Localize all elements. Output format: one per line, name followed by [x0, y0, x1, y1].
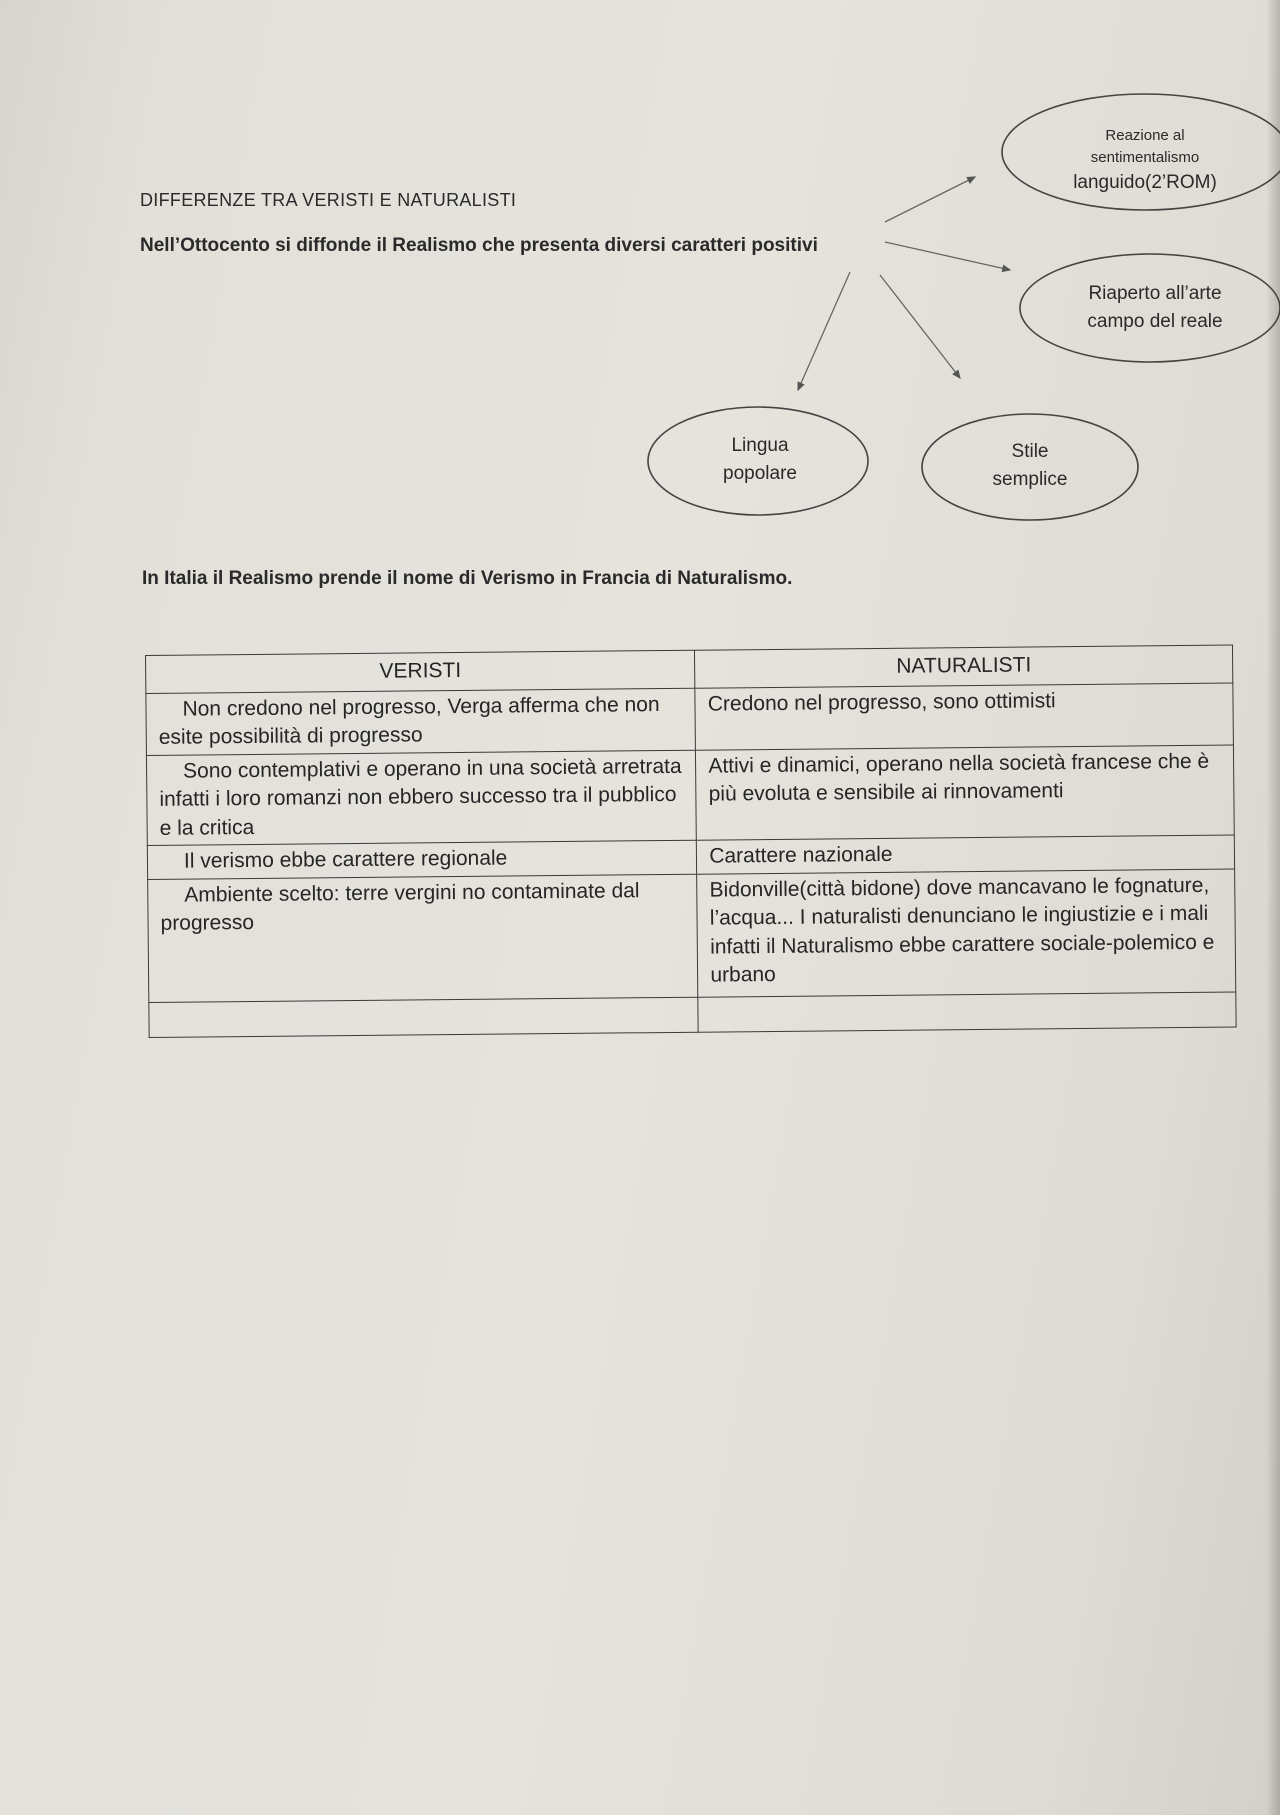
cell-veristi: Il verismo ebbe carattere regionale — [147, 840, 697, 879]
bubble-riaperto-line2: campo del reale — [1087, 310, 1223, 332]
bubble-reazione-line2: sentimentalismo — [1090, 148, 1200, 166]
bubble-reazione-text — [1055, 125, 1235, 196]
cell-naturalisti: Credono nel progresso, sono ottimisti — [695, 683, 1233, 750]
header-veristi: VERISTI — [146, 650, 696, 693]
arrow-to-stile — [880, 275, 960, 378]
cell-naturalisti-empty — [698, 992, 1236, 1032]
table-row — [146, 745, 1234, 846]
cell-naturalisti: Carattere nazionale — [697, 835, 1235, 874]
cell-veristi-empty — [149, 997, 699, 1037]
table-row — [146, 683, 1234, 756]
cell-naturalisti: Attivi e dinamici, operano nella società francese che è più evoluta e sensibile ai rinnovamenti — [696, 745, 1235, 841]
comparison-table-wrap — [145, 645, 1237, 1038]
bubble-stile-text — [950, 438, 1110, 493]
cell-veristi: Non credono nel progresso, Verga afferma che non esite possibilità di progresso — [146, 688, 696, 755]
cell-veristi: Ambiente scelto: terre vergini no contaminate dal progresso — [148, 874, 698, 1002]
arrow-to-reazione — [885, 177, 975, 222]
page-heading: DIFFERENZE TRA VERISTI E NATURALISTI — [140, 190, 517, 210]
bubble-lingua-line2: popolare — [723, 462, 797, 484]
comparison-table — [145, 645, 1237, 1038]
bubble-riaperto-text — [1055, 280, 1255, 335]
bubble-reazione-line1: Reazione al — [1105, 127, 1185, 144]
header-naturalisti: NATURALISTI — [695, 645, 1233, 688]
bubble-lingua-line1: Lingua — [731, 435, 789, 456]
table-row — [148, 869, 1236, 1002]
bubble-stile-line2: semplice — [992, 468, 1068, 490]
arrow-to-lingua — [798, 272, 850, 390]
cell-naturalisti: Bidonville(città bidone) dove mancavano le fognature, l’acqua... I naturalisti denunciano le ingiustizie e i mali infatti il Naturalismo ebbe carattere sociale-polemico e urbano — [697, 869, 1236, 997]
arrow-to-riaperto — [885, 242, 1010, 270]
cell-veristi: Sono contemplativi e operano in una società arretrata infatti i loro romanzi non ebbero successo tra il pubblico e la critica — [146, 750, 696, 846]
bubble-stile-line1: Stile — [1011, 441, 1049, 462]
italia-sentence: In Italia il Realismo prende il nome di Verismo in Francia di Naturalismo. — [142, 568, 793, 589]
bubble-reazione-line3: languido(2’ROM) — [1073, 171, 1217, 193]
bubble-riaperto-line1: Riaperto all’arte — [1088, 283, 1222, 304]
bubble-lingua-text — [680, 432, 840, 487]
intro-sentence: Nell’Ottocento si diffonde il Realismo che presenta diversi caratteri positivi — [140, 235, 818, 256]
